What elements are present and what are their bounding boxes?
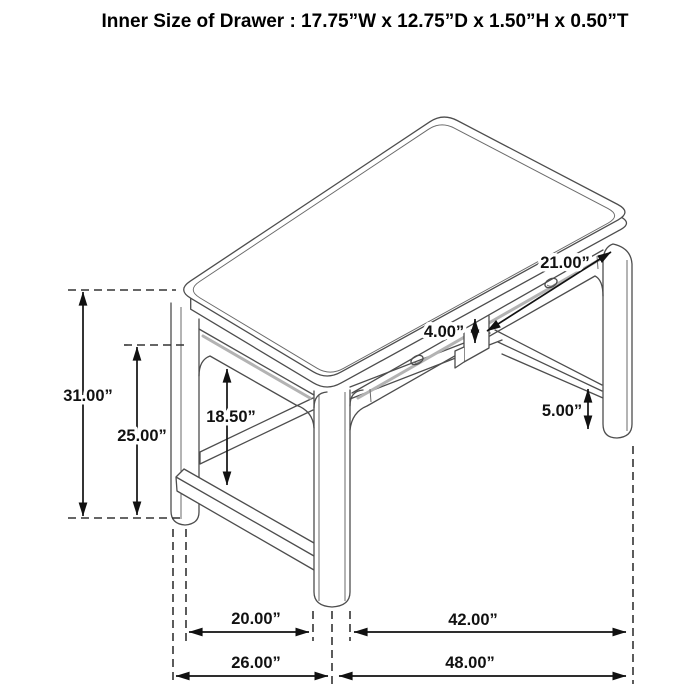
dim-label-21: 21.00” — [540, 254, 590, 272]
drawer-knob-icon — [409, 353, 424, 366]
desk-drawing — [171, 117, 632, 607]
dim-label-42: 42.00” — [448, 611, 498, 629]
dim-label-31: 31.00” — [63, 387, 113, 405]
dim-label-25: 25.00” — [117, 427, 167, 445]
drawer-seam-right — [597, 256, 598, 269]
dim-label-20: 20.00” — [231, 610, 281, 628]
dim-label-4: 4.00” — [423, 323, 465, 341]
dim-label-5: 5.00” — [541, 402, 583, 420]
front-left-leg — [314, 390, 363, 607]
dim-label-48: 48.00” — [445, 654, 495, 672]
right-stretcher — [495, 330, 603, 398]
diagram-title: Inner Size of Drawer : 17.75”W x 12.75”D x 1.50”H x 0.50”T — [101, 11, 629, 32]
dim-label-18-5: 18.50” — [206, 408, 256, 426]
dim-label-26: 26.00” — [231, 654, 281, 672]
front-right-leg — [603, 244, 632, 438]
